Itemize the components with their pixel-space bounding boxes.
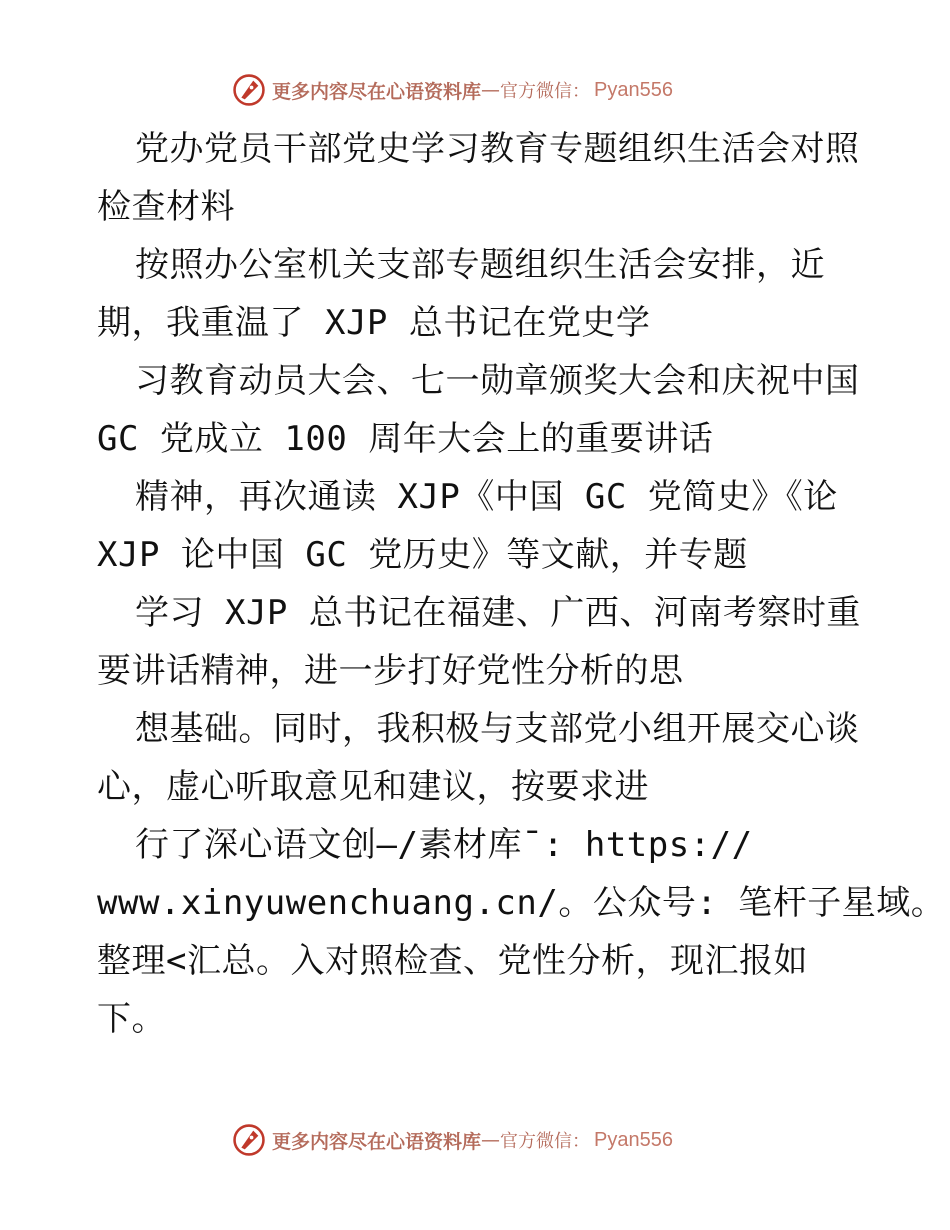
document-line: 行了深心语文创—/素材库¯: https:// xyxy=(135,825,753,865)
banner-brand-text: 更多内容尽在心语资料库 xyxy=(272,80,482,103)
document-title-line-2: 检查材料 xyxy=(97,187,235,227)
banner-wechat-id: Pyan556 xyxy=(594,1128,673,1151)
document-line: 期，我重温了 XJP 总书记在党史学 xyxy=(97,303,651,343)
banner-brand-text: 更多内容尽在心语资料库 xyxy=(272,1130,482,1153)
banner-separator: — xyxy=(481,1129,501,1151)
document-line: 习教育动员大会、七一勋章颁奖大会和庆祝中国 xyxy=(135,361,860,401)
banner-wechat-label: 官方微信： xyxy=(500,81,591,102)
document-line: 整理<汇总。入对照检查、党性分析，现汇报如 xyxy=(97,941,808,981)
pen-nib-logo-icon xyxy=(232,73,266,107)
header-watermark-banner xyxy=(232,70,673,110)
banner-separator: — xyxy=(481,79,501,101)
document-title-line-1: 党办党员干部党史学习教育专题组织生活会对照 xyxy=(135,129,860,169)
pen-nib-logo-icon xyxy=(232,1123,266,1157)
document-line: 要讲话精神，进一步打好党性分析的思 xyxy=(97,651,684,691)
banner-wechat-id: Pyan556 xyxy=(594,78,673,101)
document-line: XJP 论中国 GC 党历史》等文献，并专题 xyxy=(97,535,748,575)
document-line: 精神，再次通读 XJP《中国 GC 党简史》《论 xyxy=(135,477,838,517)
document-line: 学习 XJP 总书记在福建、广西、河南考察时重 xyxy=(135,593,861,633)
document-line: 想基础。同时，我积极与支部党小组开展交心谈 xyxy=(135,709,860,749)
footer-watermark-banner xyxy=(232,1120,673,1160)
document-line: 下。 xyxy=(97,999,166,1039)
banner-wechat-label: 官方微信： xyxy=(500,1131,591,1152)
document-line-url: www.xinyuwenchuang.cn/。公众号: 笔杆子星域。 xyxy=(97,883,946,923)
document-line: 心，虚心听取意见和建议，按要求进 xyxy=(97,767,649,807)
document-body xyxy=(97,120,946,1048)
document-line: GC 党成立 100 周年大会上的重要讲话 xyxy=(97,419,714,459)
document-line: 按照办公室机关支部专题组织生活会安排，近 xyxy=(135,245,825,285)
